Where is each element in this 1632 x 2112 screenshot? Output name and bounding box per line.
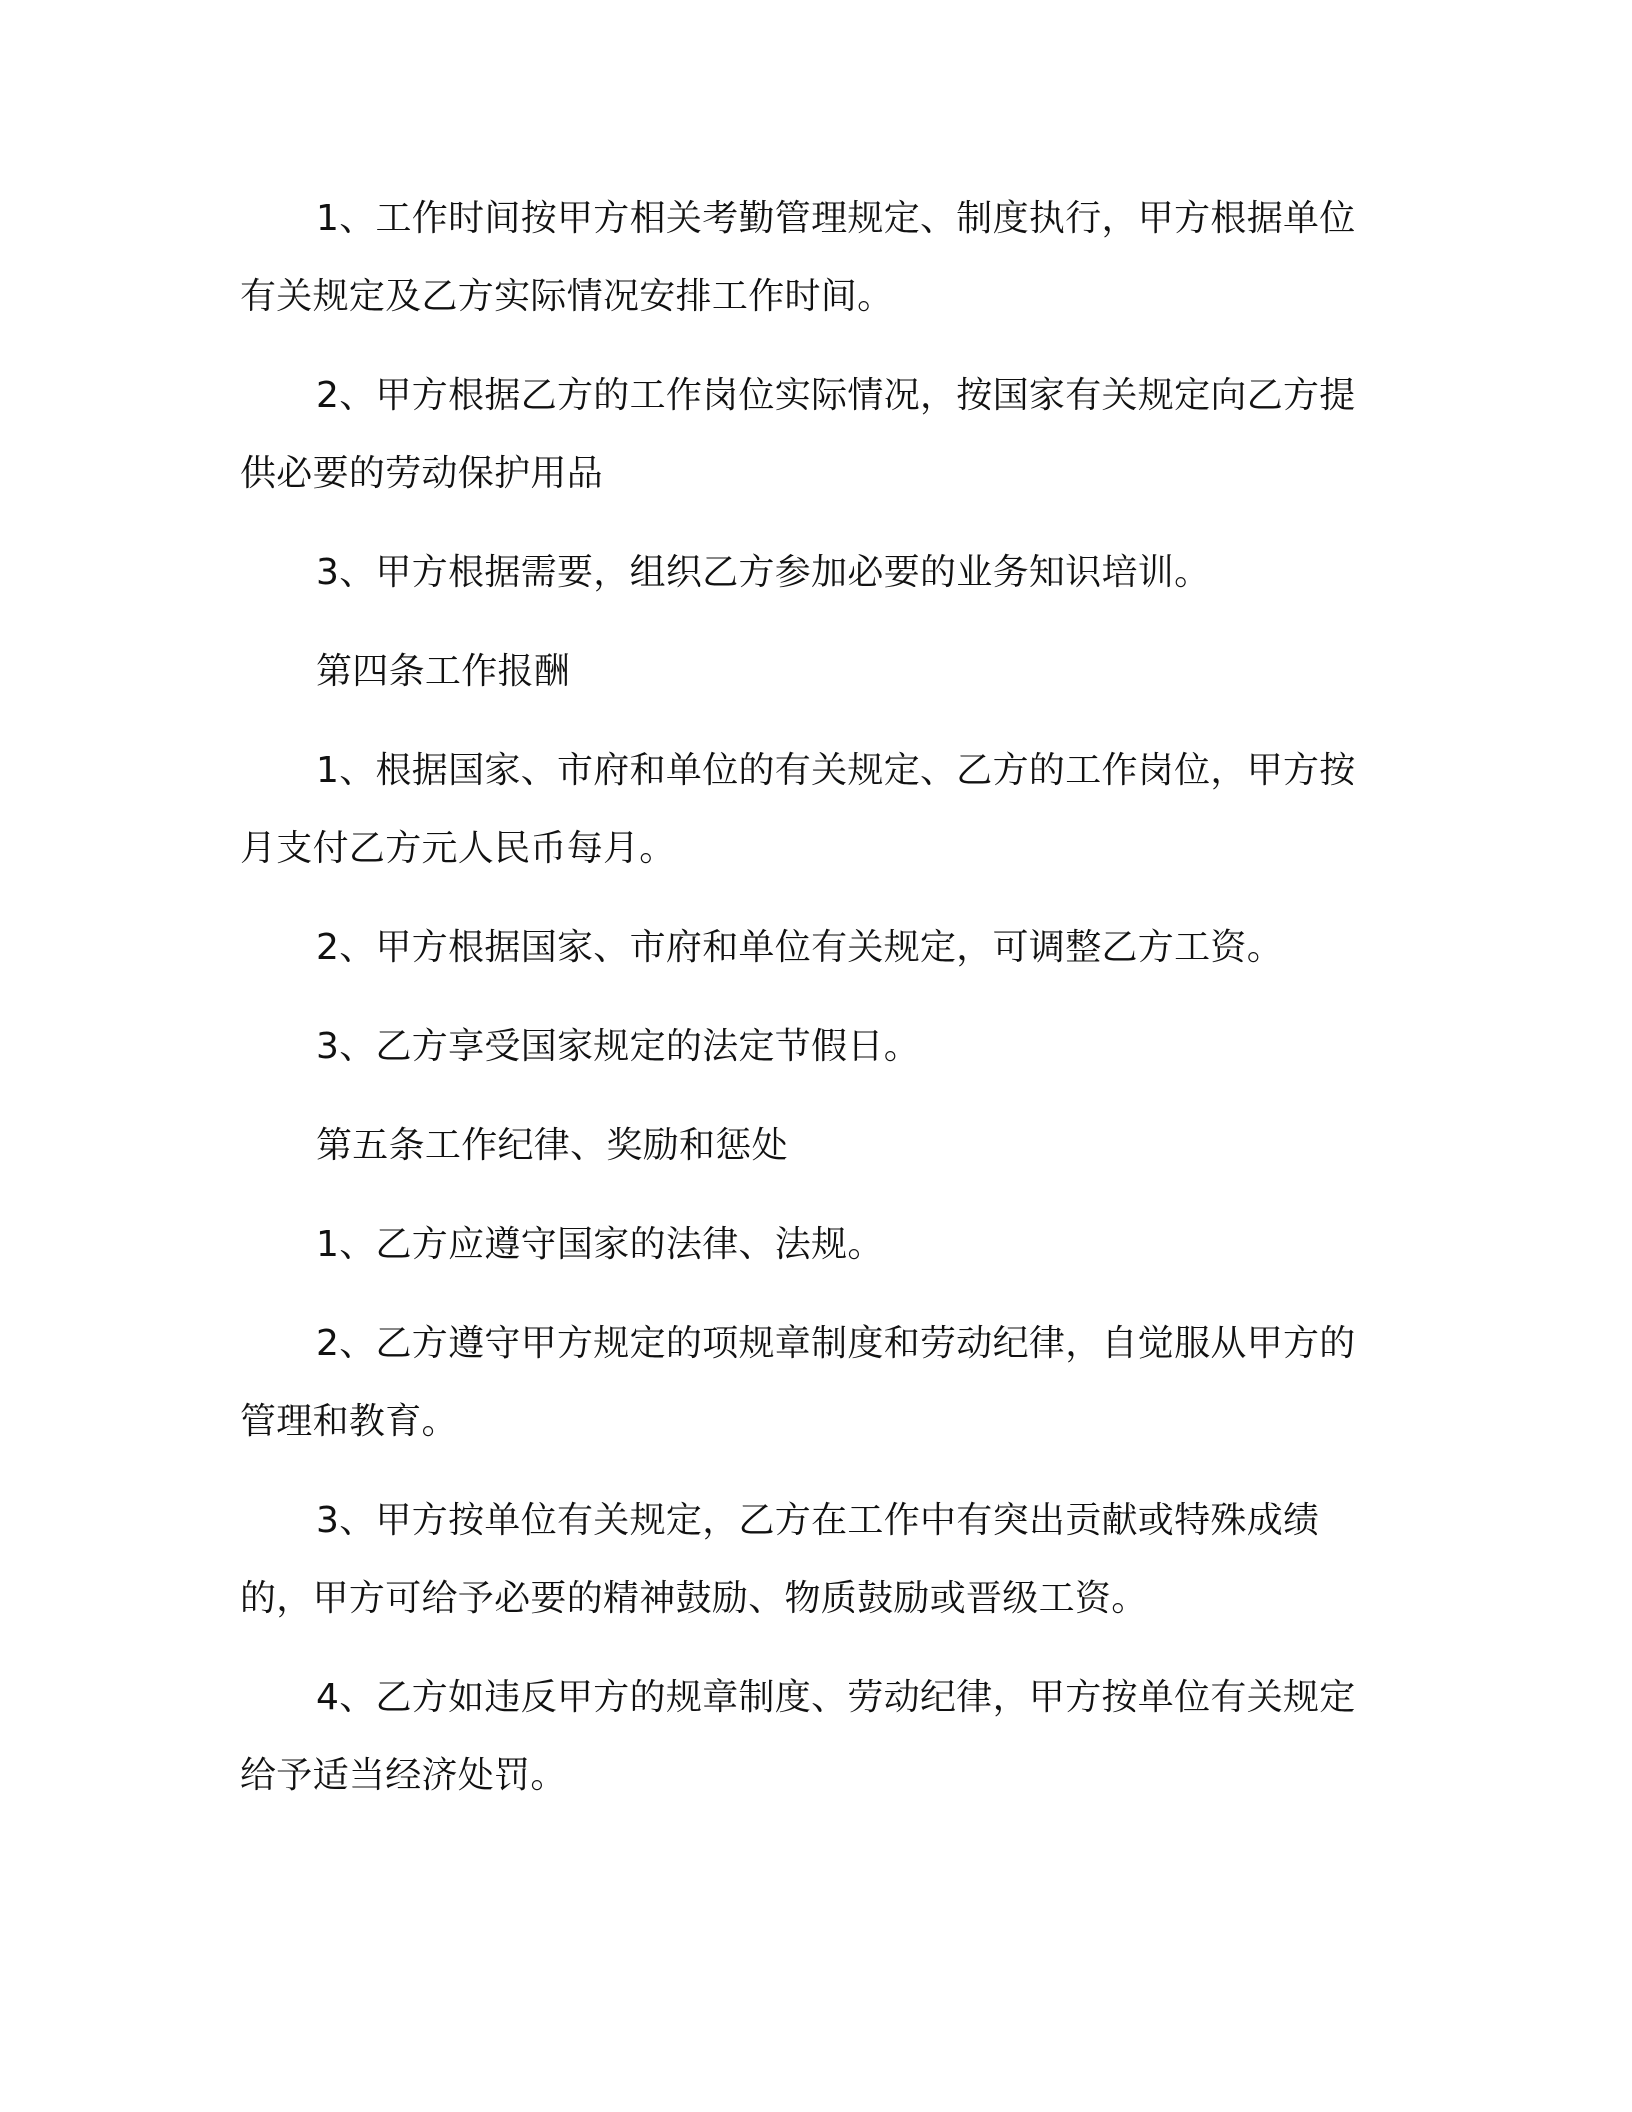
document-body	[240, 180, 1390, 1836]
paragraph-work-hours: 1、工作时间按甲方相关考勤管理规定、制度执行，甲方根据单位有关规定及乙方实际情况安排工作时间。	[240, 198, 1356, 317]
paragraph-rewards: 3、甲方按单位有关规定，乙方在工作中有突出贡献或特殊成绩的，甲方可给予必要的精神鼓励、物质鼓励或晋级工资。	[240, 1500, 1320, 1619]
paragraph-obey-rules: 2、乙方遵守甲方规定的项规章制度和劳动纪律，自觉服从甲方的管理和教育。	[240, 1323, 1356, 1442]
paragraph-protective-equipment: 2、甲方根据乙方的工作岗位实际情况，按国家有关规定向乙方提供必要的劳动保护用品	[240, 375, 1356, 494]
paragraph-salary-adjustment: 2、甲方根据国家、市府和单位有关规定，可调整乙方工资。	[316, 927, 1284, 968]
section-heading-discipline: 第五条工作纪律、奖励和惩处	[316, 1125, 788, 1166]
paragraph-penalties: 4、乙方如违反甲方的规章制度、劳动纪律，甲方按单位有关规定给予适当经济处罚。	[240, 1677, 1356, 1796]
paragraph-training: 3、甲方根据需要，组织乙方参加必要的业务知识培训。	[316, 552, 1211, 593]
paragraph-obey-laws: 1、乙方应遵守国家的法律、法规。	[316, 1224, 884, 1265]
paragraph-holidays: 3、乙方享受国家规定的法定节假日。	[316, 1026, 921, 1067]
section-heading-remuneration: 第四条工作报酬	[316, 651, 571, 692]
paragraph-monthly-pay: 1、根据国家、市府和单位的有关规定、乙方的工作岗位，甲方按月支付乙方元人民币每月。	[240, 750, 1356, 869]
